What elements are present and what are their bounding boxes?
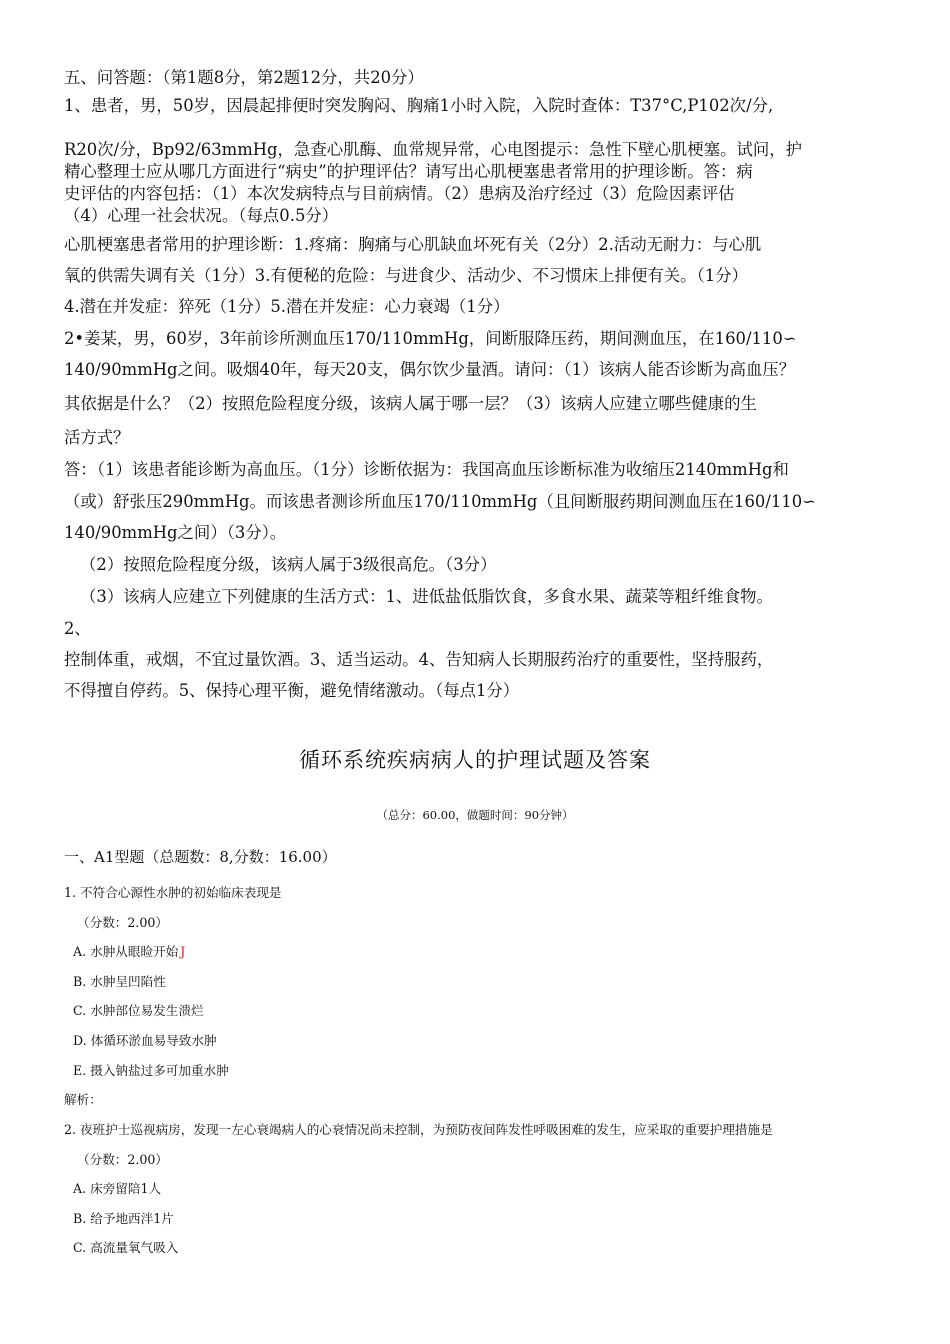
question-1-option-d: D. 体循环淤血易导致水肿 <box>73 1033 217 1048</box>
answer-line-1: 答：（1）该患者能诊断为高血压。（1分）诊断依据为：我国高血压诊断标准为收缩压2140mmHg和 <box>64 460 789 479</box>
essay-q1-diag-line-2: 氧的供需失调有关（1分）3.有便秘的危险：与进食少、活动少、不习惯床上排便有关。（1分） <box>64 266 748 285</box>
answer-indented-line-1: （2）按照危险程度分级，该病人属于3级很高危。（3分） <box>80 555 497 574</box>
option-a-text: A. 水肿从眼睑开始 <box>73 944 179 959</box>
question-1-option-e: E. 摄入钠盐过多可加重水肿 <box>73 1063 229 1078</box>
answer-indented-line-2: （3）该病人应建立下列健康的生活方式：1、进低盐低脂饮食，多食水果、蔬菜等粗纤维食物。 <box>80 587 773 606</box>
exam-title: 循环系统疾病病人的护理试题及答案 <box>299 748 651 772</box>
answer-tail-line-3: 不得擅自停药。5、保持心理平衡，避免情绪激动。（每点1分） <box>64 681 520 700</box>
essay-q1-line-4: 史评估的内容包括：（1）本次发病特点与目前病情。（2）患病及治疗经过（3）危险因素评估 <box>64 184 735 203</box>
essay-q1-line-2: R20次/分，Bp92/63mmHg，急查心肌酶、血常规异常，心电图提示：急性下壁心肌梗塞。试问，护 <box>64 140 803 159</box>
question-1-analysis: 解析： <box>64 1092 102 1107</box>
question-2-option-c: C. 高流量氧气吸入 <box>73 1240 179 1255</box>
question-2-score: （分数：2.00） <box>77 1152 169 1167</box>
essay-q2-line-1: 2•姜某，男，60岁，3年前诊所测血压170/110mmHg，间断服降压药，期间测血压，在160/110∽ <box>64 329 797 348</box>
essay-q1-diag-line-1: 心肌梗塞患者常用的护理诊断：1.疼痛：胸痛与心肌缺血坏死有关（2分）2.活动无耐力：与心肌 <box>64 235 762 254</box>
answer-tail-line-1: 2、 <box>64 619 91 638</box>
question-1-option-b: B. 水肿呈凹陷性 <box>73 974 166 989</box>
question-2-option-b: B. 给予地西泮1片 <box>73 1211 174 1226</box>
essay-section-header: 五、问答题：（第1题8分，第2题12分，共20分） <box>64 68 424 87</box>
essay-q1-diag-line-3: 4.潜在并发症：猝死（1分）5.潜在并发症：心力衰竭（1分） <box>64 297 510 316</box>
question-2-stem: 2. 夜班护士巡视病房，发现一左心衰竭病人的心衰情况尚未控制，为预防夜间阵发性呼吸困难的发生，应采取的重要护理措施是 <box>64 1122 773 1137</box>
answer-line-3: 140/90mmHg之间）（3分）。 <box>64 523 287 542</box>
question-1-option-c: C. 水肿部位易发生溃烂 <box>73 1003 204 1018</box>
exam-subtitle: （总分：60.00，做题时间：90分钟） <box>376 808 574 822</box>
question-1-score: （分数：2.00） <box>77 915 169 930</box>
answer-tail-line-2: 控制体重，戒烟，不宜过量饮酒。3、适当运动。4、告知病人长期服药治疗的重要性，坚持服药， <box>64 650 774 669</box>
essay-q2-line-4: 活方式？ <box>64 428 130 447</box>
answer-check-mark: J <box>180 944 186 959</box>
question-1-stem: 1. 不符合心源性水肿的初始临床表现是 <box>64 885 282 900</box>
essay-q2-line-3: 其依据是什么？（2）按照危险程度分级，该病人属于哪一层？（3）该病人应建立哪些健康的生 <box>64 394 757 413</box>
essay-q2-line-2: 140/90mmHg之间。吸烟40年，每天20支，偶尔饮少量酒。请问：（1）该病人能否诊断为高血压？ <box>64 360 796 379</box>
essay-q1-line-3: 精心整理士应从哪几方面进行“病史”的护理评估？请写出心肌梗塞患者常用的护理诊断。答：病 <box>64 162 753 181</box>
essay-q1-line-1: 1、患者，男，50岁，因晨起排便时突发胸闷、胸痛1小时入院，入院时查体：T37°C,P102次/分, <box>64 96 774 115</box>
question-2-option-a: A. 床旁留陪1人 <box>73 1181 162 1196</box>
essay-q1-line-5: （4）心理一社会状况。（每点0.5分） <box>64 206 339 225</box>
answer-line-2: （或）舒张压290mmHg。而该患者测诊所血压170/110mmHg（且间断服药期间测血压在160/110∽ <box>64 492 816 511</box>
exam-section-header: 一、A1型题（总题数：8,分数：16.00） <box>64 848 337 866</box>
question-1-option-a <box>73 943 185 961</box>
